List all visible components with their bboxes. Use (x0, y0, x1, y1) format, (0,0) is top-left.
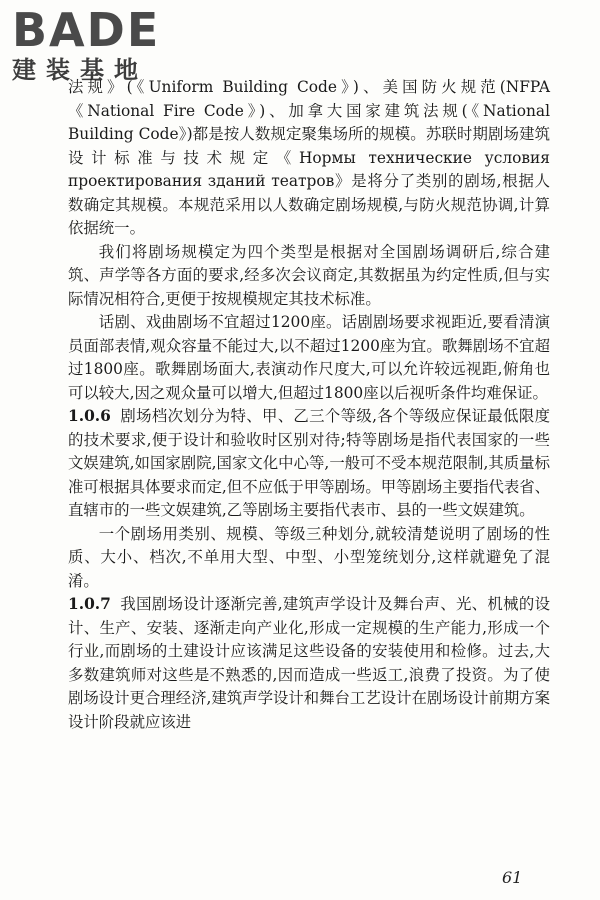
logo-wordmark: BADE (12, 3, 161, 57)
paragraph-seat-limits: 话剧、戏曲剧场不宜超过1200座。话剧剧场要求视距近,要看清演员面部表情,观众容量不能过大,以不超过1200座为宜。歌舞剧场不宜超过1800座。歌舞剧场面大,表演动作尺度大,可以允许较远视距,俯角也可以较大,因之观众量可以增大,但超过1800座以后视听条件均难保证。 (68, 313, 550, 402)
body-text (68, 76, 550, 734)
clause-text: 剧场档次划分为特、甲、乙三个等级,各个等级应保证最低限度的技术要求,便于设计和验收时区别对待;特等剧场是指代表国家的一些文娱建筑,如国家剧院,国家文化中心等,一般可不受本规范限制,其质量标准可根据具体要求而定,但不应低于甲等剧场。甲等剧场主要指代表省、直辖市的一些文娱建筑,乙等剧场主要指代表市、县的一些文娱建筑。 (68, 407, 551, 519)
paragraph-building-codes: 法规》(《Uniform Building Code》)、美国防火规范(NFPA《National Fire Code》)、加拿大国家建筑法规(《National Building Code》)都是按人数规定聚集场所的规模。苏联时期剧场建筑设计标准与技术规定《Нормы технические условия проектирования зданий театров》是将分了类别的剧场,根据人数确定其规模。本规范采用以人数确定剧场规模,与防火规范协调,计算依据统一。 (68, 78, 550, 237)
clause-text: 我国剧场设计逐渐完善,建筑声学设计及舞台声、光、机械的设计、生产、安装、逐渐走向产业化,形成一定规模的生产能力,形成一个行业,而剧场的土建设计应该满足这些设备的安装使用和检修。过去,大多数建筑师对这些是不熟悉的,因而造成一些返工,浪费了投资。为了使剧场设计更合理经济,建筑声学设计和舞台工艺设计在剧场设计前期方案设计阶段就应该进 (68, 595, 551, 731)
clause-1-0-6 (68, 405, 550, 523)
paragraph-classification: 一个剧场用类别、规模、等级三种划分,就较清楚说明了剧场的性质、大小、档次,不单用大型、中型、小型笼统划分,这样就避免了混淆。 (68, 524, 550, 590)
page-number: 61 (502, 868, 523, 887)
bade-logo (12, 3, 202, 86)
paragraph-four-types: 我们将剧场规模定为四个类型是根据对全国剧场调研后,综合建筑、声学等各方面的要求,经多次会议商定,其数据虽为约定性质,但与实际情况相符合,更便于按规模规定其技术标准。 (68, 242, 550, 308)
clause-1-0-7 (68, 593, 550, 734)
clause-number: 1.0.6 (68, 407, 111, 425)
logo-subtitle: 建装基地 (12, 56, 148, 84)
clause-number: 1.0.7 (68, 595, 111, 613)
